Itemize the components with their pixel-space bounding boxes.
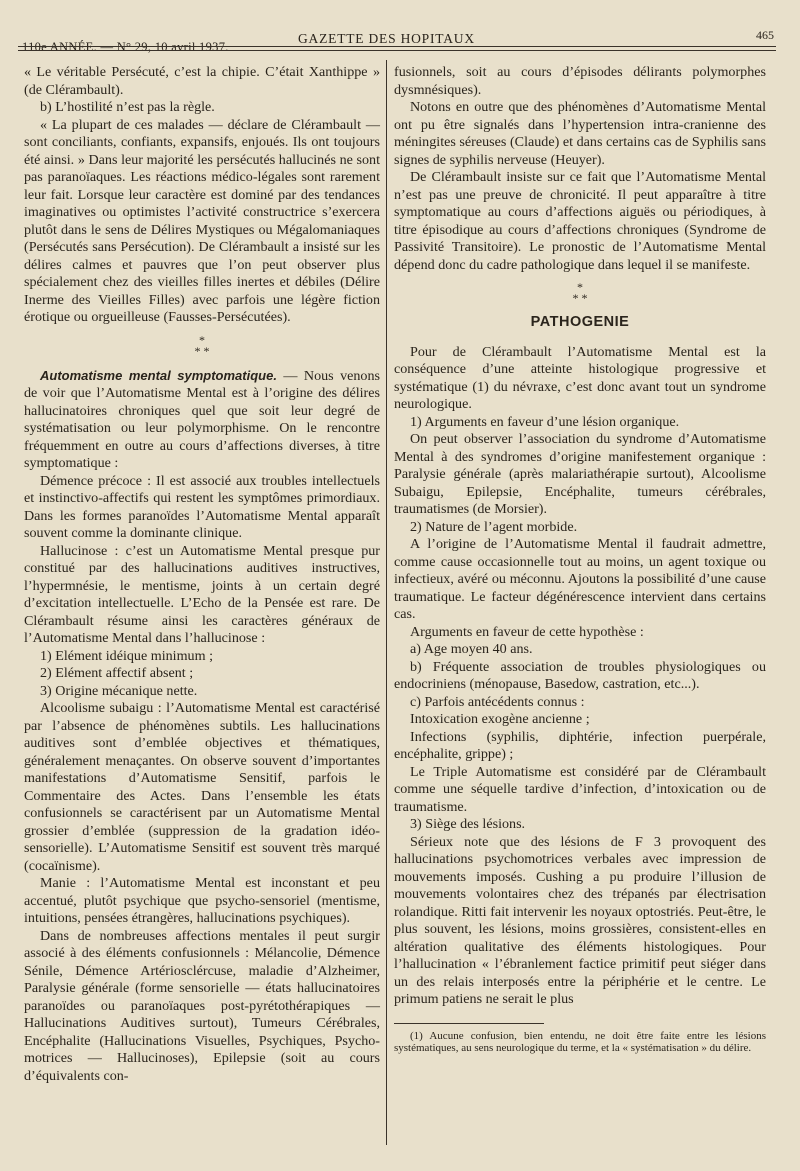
section-intro: — Nous venons de voir que l’Automatisme Mental est à l’origine des délires hallucinatoires chroniques quel que soit leur degré de systématisation ou leur polymorphisme. On le rencontre fréquemment en outre au cours d’affections diverses, à titre symptomatique : [24, 367, 380, 471]
paragraph: Notons en outre que des phénomènes d’Automatisme Mental ont pu être signalés dans l’hypertension intra-cranienne des méningites séreuses (Claude) et dans certains cas de Syphilis sans signes de syphilis nerveuse (Heuyer). [394, 99, 766, 168]
paragraph: Dans de nombreuses affections mentales il peut surgir associé à des éléments confusionnels : Mélancolie, Démence Sénile, Démence Artériosclércuse, maladie d’Alzheimer, Paralysie générale (forme sensorielle — états hallucinatoires paranoïdes ou paranoïaques post-pyrétothérapiques — Hallucinations Auditives surtout), Tumeurs Cérébrales, Encéphalite (Hallucinations Visuelles, Psychiques, Psycho-motrices — Hallucinoses), Epilepsie (soit au cours d’équivalents con- [24, 927, 380, 1084]
paragraph: Hallucinose : c’est un Automatisme Mental presque pur constitué par des hallucinations auditives instructives, l’hypermnésie, le mentisme, joints à un certain degré d’excitation intellectuelle. L’Echo de la Pensée est rare. De Clérambault résume ainsi les caractères généraux de l’Automatisme Mental dans l’hallucinose : [24, 542, 380, 646]
section-separator: * * * [572, 280, 588, 305]
paragraph: Infections (syphilis, diphtérie, infection puerpérale, encéphalite, grippe) ; [394, 728, 766, 762]
footnote: (1) Aucune confusion, bien entendu, ne doit être faite entre les lésions systématiques, au sens neurologique du terme, et la « systématisation » du délire. [394, 1029, 766, 1054]
paragraph: 3) Siège des lésions. [410, 816, 526, 832]
section-paragraph [24, 367, 380, 473]
list-item: 1) Elément idéique minimum ; [40, 647, 214, 664]
paragraph: Démence précoce : Il est associé aux troubles intellectuels et instinctivo-affectifs qui restent les symptômes primordiaux. Dans les formes paranoïdes l’Automatisme Mental apparaît souvent comme la dominante clinique. [24, 472, 380, 541]
section-separator: * * * [194, 332, 210, 358]
paragraph: 2) Nature de l’agent morbide. [410, 518, 578, 535]
left-column [24, 64, 380, 1085]
header-rule-thin [18, 50, 776, 51]
paragraph: c) Parfois antécédents connus : [410, 693, 585, 710]
paragraph: Alcoolisme subaigu : l’Automatisme Mental est caractérisé par l’absence de phénomènes subtils. Les hallucinations auditives sont d’emblée objectives et thématiques, généralement menaçantes. On observe souvent d’importantes manifestations d’Automatisme Sensitif, parfois le Commentaire des Actes. Dans l’ensemble les états confusionnels se caractérisent par un Automatisme Mental grossier d’emblée (suppression de la gradation idéo-sensorielle). L’Automatisme Sensitif est souvent très marqué (cocaïnisme). [24, 700, 380, 874]
paragraph: Sérieux note que des lésions de F 3 provoquent des hallucinations psychomotrices verbales avec impression de mouvements imposés. Cushing a pu produire l’illusion de mouvements volontaires chez des trépanés par électrisation rolandique. Ritti fait intervenir les noyaux optostriés. Peut-être, le plus souvent, les lésions, moins grossières, consistent-elles en altération qualitative des éléments histologiques. Pour l’hallucination « l’ébranlement factice primitif peut siéger dans un des relais interposés entre la périphérie et le centre. Le primum patiens ne serait le plus [394, 833, 766, 1007]
paragraph: a) Age moyen 40 ans. [410, 641, 533, 657]
paragraph: « Le véritable Persécuté, c’est la chipie. C’était Xanthippe » (de Clérambault). [24, 64, 380, 98]
section-heading: PATHOGENIE [530, 314, 630, 330]
paragraph: « La plupart de ces malades — déclare de Clérambault — sont conciliants, confiants, expansifs, enjoués. Ils ont toujours été ainsi. » Dans leur majorité les persécutés hallucinés ne sont pas paranoïaques. Les réactions médico-légales sont rarement leur fait. Lorsque leur caractère est dominé par des tendances imaginatives ou optimistes l’activité constructrice s’exercera plutôt dans le sens de Délires Mystiques ou Mégalomaniaques (Persécutés sans Persécution). De Clérambault a insisté sur les délires calmes et pauvres que l’on peut observer plus spécialement chez des vieilles filles inertes et débiles (Délire Inerme des Vieilles Filles) avec parfois une légère fiction érotique ou orgueilleuse (Fausses-Persécutées). [24, 116, 380, 325]
paragraph: Le Triple Automatisme est considéré par de Clérambault comme une séquelle tardive d’infection, d’intoxication ou de traumatisme. [394, 763, 766, 815]
paragraph: Arguments en faveur de cette hypothèse : [410, 623, 644, 640]
footnote-rule [394, 1023, 544, 1024]
paragraph: De Clérambault insiste sur ce fait que l’Automatisme Mental n’est pas une preuve de chronicité. Il peut apparaître à titre symptomatique au cours d’affections aiguës ou périodiques, à titre épisodique au cours d’affections chroniques (Syndrome de Passivité Transitoire). Le pronostic de l’Automatisme Mental dépend donc du cadre pathologique dans lequel il se manifeste. [394, 169, 766, 273]
header-rule [18, 46, 776, 47]
list-item: 3) Origine mécanique nette. [40, 682, 198, 699]
paragraph: Manie : l’Automatisme Mental est inconstant et peu accentué, plutôt psychique que psycho-sensoriel (mentisme, intuitions, pensées étrangères, hallucinations psychiques). [24, 875, 380, 926]
publication-title: GAZETTE DES HOPITAUX [298, 31, 475, 46]
section-title: Automatisme mental symptomatique. [40, 367, 277, 383]
paragraph: 1) Arguments en faveur d’une lésion organique. [410, 413, 680, 430]
paragraph: b) L’hostilité n’est pas la règle. [40, 99, 215, 115]
issue-line: 110e ANNÉE. — N° 29, 10 avril 1937. [22, 40, 229, 54]
page-number: 465 [756, 28, 774, 42]
list-item: 2) Elément affectif absent ; [40, 665, 194, 681]
page-header [22, 28, 774, 62]
right-column [394, 64, 766, 1055]
paragraph: Intoxication exogène ancienne ; [410, 711, 590, 727]
paragraph: b) Fréquente association de troubles physiologiques ou endocriniens (ménopause, Basedow, castration, etc...). [394, 658, 766, 692]
paragraph: fusionnels, soit au cours d’épisodes délirants polymorphes dysmnésiques). [394, 64, 766, 98]
paragraph: A l’origine de l’Automatisme Mental il faudrait admettre, comme cause occasionnelle tout au moins, un agent toxique ou infectieux, avéré ou méconnu. Ajoutons la possibilité d’une cause traumatique. Le facteur dégénérescence intervient dans certains cas. [394, 536, 766, 622]
paragraph: On peut observer l’association du syndrome d’Automatisme Mental à des syndromes d’origine manifestement organique : Paralysie générale (après malariathérapie surtout), Alcoolisme Subaigu, Epilepsie, Encéphalite, tumeurs cérébrales, traumatismes (de Morsier). [394, 431, 766, 517]
paragraph: Pour de Clérambault l’Automatisme Mental est la conséquence d’une atteinte histologique progressive et systématique (1) du névraxe, c’est donc avant tout un syndrome neurologique. [394, 343, 766, 412]
column-divider [386, 60, 387, 1145]
